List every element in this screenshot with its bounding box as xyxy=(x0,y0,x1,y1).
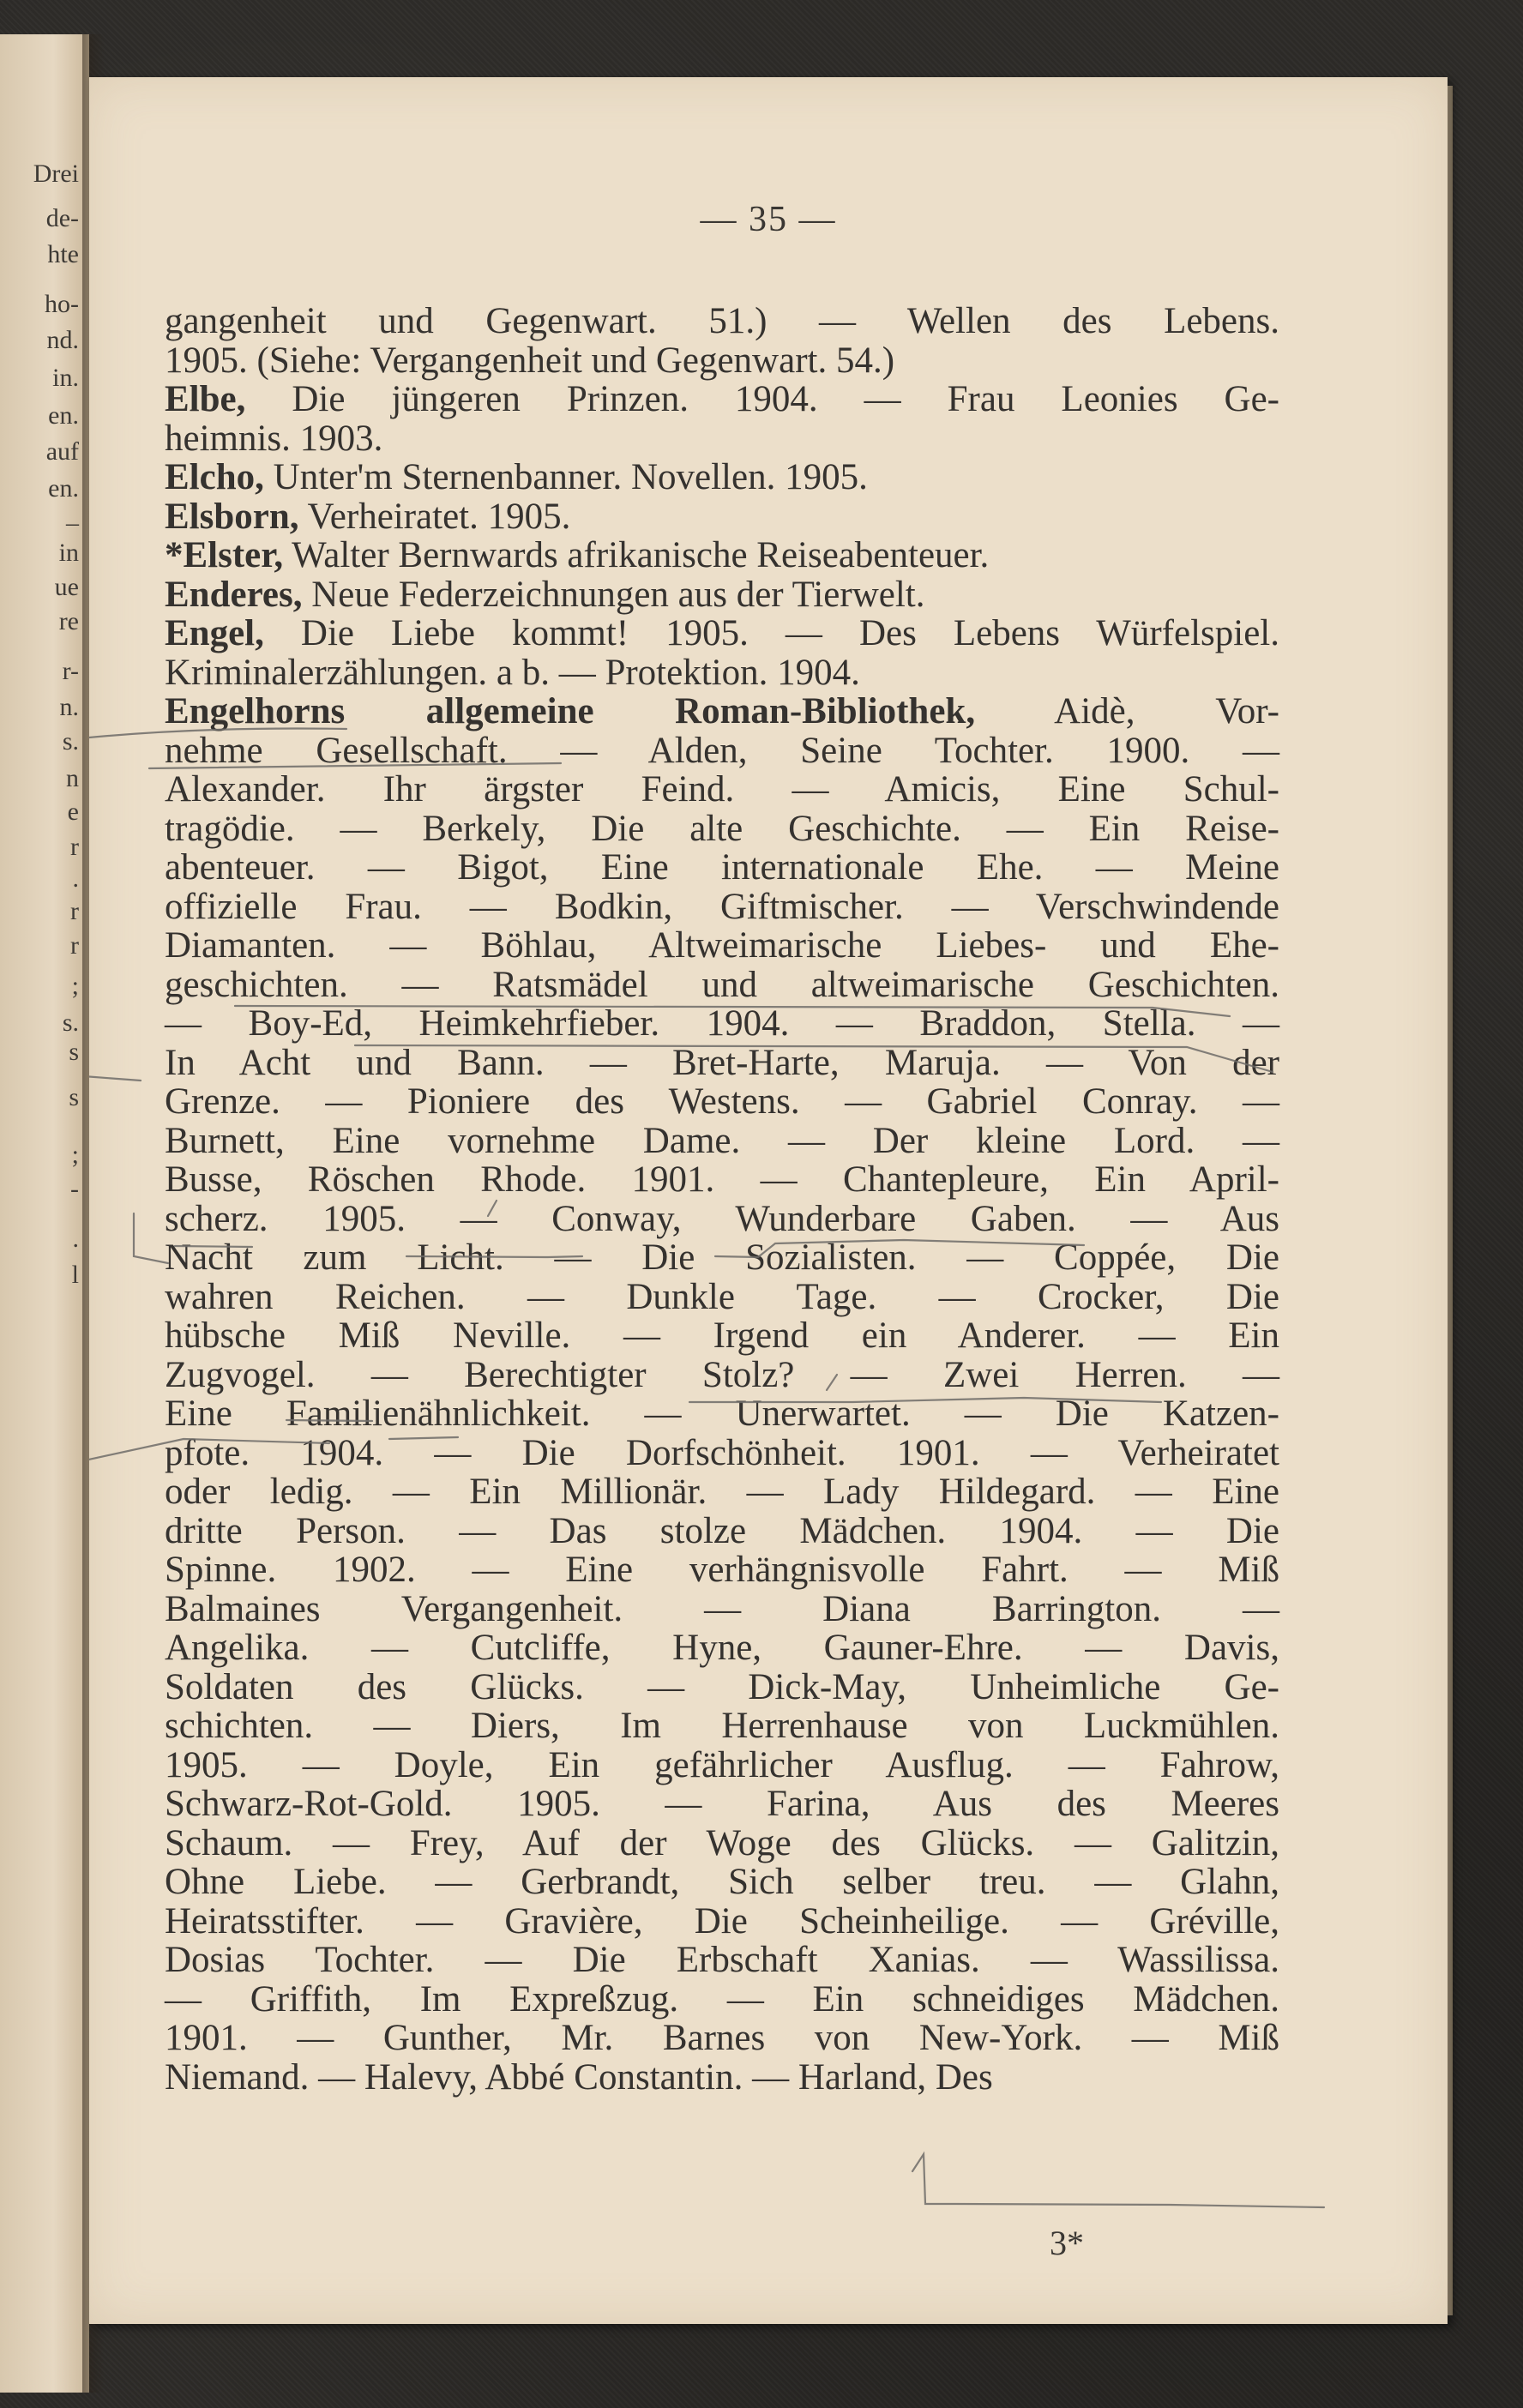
entry-text: Walter Bernwards afrikanische Reiseabenteuer. xyxy=(283,535,990,575)
left-page-fragment: - xyxy=(70,1175,79,1203)
text-line xyxy=(165,1746,1279,1785)
text-line xyxy=(165,1122,1279,1161)
catalog-text xyxy=(165,302,1279,2097)
text-line xyxy=(165,1278,1279,1317)
text-line xyxy=(165,1200,1279,1239)
text-line xyxy=(165,497,1279,537)
entry-text: Die Liebe kommt! 1905. — Des Lebens Würfelspiel. xyxy=(263,613,1279,653)
text-line xyxy=(165,1590,1279,1629)
entry-text: Busse, Röschen Rhode. 1901. — Chantepleure, Ein April- xyxy=(165,1159,1279,1200)
left-page-fragment: en. xyxy=(48,474,79,503)
text-line xyxy=(165,1941,1279,1980)
entry-author: *Elster, xyxy=(165,535,284,575)
text-line xyxy=(165,926,1279,966)
left-page-fragment: s xyxy=(69,1038,79,1066)
text-line xyxy=(165,1863,1279,1902)
entry-text: Kriminalerzählungen. a b. — Protektion. 1904. xyxy=(165,652,860,693)
entry-text: Nacht zum Licht. — Die Sozialisten. — Coppée, Die xyxy=(165,1237,1279,1278)
left-page-fragment: s. xyxy=(62,1008,79,1037)
text-line xyxy=(165,692,1279,731)
text-line xyxy=(165,536,1279,575)
left-page-fragment: hte xyxy=(47,240,79,268)
text-line xyxy=(165,1785,1279,1824)
entry-text: abenteuer. — Bigot, Eine internationale Ehe. — Meine xyxy=(165,847,1279,888)
entry-text: tragödie. — Berkely, Die alte Geschichte. — Ein Reise- xyxy=(165,808,1279,849)
text-line xyxy=(165,614,1279,653)
entry-text: Soldaten des Glücks. — Dick-May, Unheimliche Ge- xyxy=(165,1666,1279,1707)
entry-text: Unter'm Sternenbanner. Novellen. 1905. xyxy=(263,457,868,497)
entry-text: nehme Gesellschaft. — Alden, Seine Tochter. 1900. — xyxy=(165,730,1279,771)
entry-text: Balmaines Vergangenheit. — Diana Barrington. — xyxy=(165,1588,1279,1629)
entry-text: Alexander. Ihr ärgster Feind. — Amicis, Eine Schul- xyxy=(165,769,1279,810)
entry-text: Schwarz-Rot-Gold. 1905. — Farina, Aus des Meeres xyxy=(165,1784,1279,1824)
pencil-line xyxy=(134,1213,168,1263)
entry-author: Engelhorns allgemeine Roman-Bibliothek, xyxy=(165,691,976,731)
text-line xyxy=(165,419,1279,459)
text-line xyxy=(165,341,1279,381)
entry-text: Niemand. — Halevy, Abbé Constantin. — Harland, Des xyxy=(165,2056,993,2098)
text-line xyxy=(165,1628,1279,1668)
text-line xyxy=(165,1902,1279,1941)
entry-text: Neue Federzeichnungen aus der Tierwelt. xyxy=(302,574,925,615)
entry-text: schichten. — Diers, Im Herrenhause von Luckmühlen. xyxy=(165,1706,1279,1746)
entry-text: pfote. 1904. — Die Dorfschönheit. 1901. — Verheiratet xyxy=(165,1432,1279,1473)
entry-text: scherz. 1905. — Conway, Wunderbare Gaben. — Aus xyxy=(165,1198,1279,1239)
pencil-line xyxy=(89,1075,141,1081)
left-page-fragment: r xyxy=(70,931,79,960)
left-page-fragment: . xyxy=(72,864,79,893)
entry-text: dritte Person. — Das stolze Mädchen. 1904. — Die xyxy=(165,1510,1279,1551)
text-line xyxy=(165,770,1279,810)
entry-author: Enderes, xyxy=(165,574,303,615)
left-page-fragment: in xyxy=(58,539,79,567)
left-page-fragment: Drei xyxy=(33,160,79,188)
left-page-fragment: re xyxy=(58,607,79,635)
left-page-fragment: r xyxy=(70,897,79,925)
text-line xyxy=(165,458,1279,497)
entry-text: Aidè, Vor- xyxy=(975,691,1279,731)
entry-text: — Boy-Ed, Heimkehrfieber. 1904. — Braddon, Stella. — xyxy=(165,1003,1279,1044)
entry-text: geschichten. — Ratsmädel und altweimarische Geschichten. xyxy=(165,964,1279,1005)
entry-text: Eine Familienähnlichkeit. — Unerwartet. — Die Katzen- xyxy=(165,1394,1279,1434)
entry-text: offizielle Frau. — Bodkin, Giftmischer. — Verschwindende xyxy=(165,886,1279,927)
left-page-fragment: s. xyxy=(62,727,79,756)
left-page-fragment: auf xyxy=(45,437,79,466)
entry-author: Elbe, xyxy=(165,379,246,419)
left-page-fragment: ; xyxy=(71,1141,79,1169)
text-line xyxy=(165,1394,1279,1434)
left-page-fragment: de- xyxy=(45,204,79,232)
entry-text: Grenze. — Pioniere des Westens. — Gabriel Conray. — xyxy=(165,1081,1279,1122)
text-line xyxy=(165,1082,1279,1122)
text-line xyxy=(165,653,1279,693)
text-line xyxy=(165,848,1279,888)
entry-text: Burnett, Eine vornehme Dame. — Der kleine Lord. — xyxy=(165,1120,1279,1161)
entry-author: Engel, xyxy=(165,613,264,653)
left-page-fragment: en. xyxy=(48,401,79,430)
text-line xyxy=(165,1824,1279,1863)
entry-text: Zugvogel. — Berechtigter Stolz? — Zwei Herren. — xyxy=(165,1354,1279,1395)
entry-text: Diamanten. — Böhlau, Altweimarische Liebes- und Ehe- xyxy=(165,925,1279,966)
entry-text: Spinne. 1902. — Eine verhängnisvolle Fahrt. — Miß xyxy=(165,1550,1279,1590)
text-line xyxy=(165,810,1279,849)
entry-text: Die jüngeren Prinzen. 1904. — Frau Leonies Ge- xyxy=(245,379,1279,419)
entry-text: gangenheit und Gegenwart. 51.) — Wellen des Lebens. xyxy=(165,301,1279,341)
text-line xyxy=(165,1472,1279,1512)
entry-text: 1905. (Siehe: Vergangenheit und Gegenwart. 54.) xyxy=(165,340,895,381)
pencil-line xyxy=(912,2154,1324,2207)
text-line xyxy=(165,1707,1279,1746)
text-line xyxy=(165,1316,1279,1356)
left-page-fragment: – xyxy=(66,509,79,537)
entry-text: 1905. — Doyle, Ein gefährlicher Ausflug. — Fahrow, xyxy=(165,1744,1279,1785)
left-page-fragment: l xyxy=(71,1261,79,1289)
text-line xyxy=(165,888,1279,927)
entry-text: — Griffith, Im Expreßzug. — Ein schneidiges Mädchen. xyxy=(165,1978,1279,2020)
text-line xyxy=(165,302,1279,341)
text-line xyxy=(165,380,1279,419)
text-line xyxy=(165,1044,1279,1083)
entry-author: Elcho, xyxy=(165,457,264,497)
entry-text: Verheiratet. 1905. xyxy=(298,496,571,537)
text-line xyxy=(165,1238,1279,1278)
page-number: — 35 — xyxy=(700,200,837,239)
left-page-fragment: in. xyxy=(52,364,79,392)
entry-text: wahren Reichen. — Dunkle Tage. — Crocker, Die xyxy=(165,1276,1279,1317)
book-page xyxy=(89,77,1448,2324)
text-line xyxy=(165,731,1279,771)
entry-text: heimnis. 1903. xyxy=(165,418,383,459)
left-page-fragment: s xyxy=(69,1083,79,1111)
entry-text: In Acht und Bann. — Bret-Harte, Maruja. — Von der xyxy=(165,1042,1279,1083)
left-page-fragment: nd. xyxy=(46,326,79,354)
text-line xyxy=(165,1004,1279,1044)
left-page-fragment: r xyxy=(70,833,79,861)
entry-text: 1901. — Gunther, Mr. Barnes von New-York. — Miß xyxy=(165,2018,1279,2058)
text-line xyxy=(165,966,1279,1005)
entry-text: Dosias Tochter. — Die Erbschaft Xanias. — Wassilissa. xyxy=(165,1940,1279,1980)
text-line xyxy=(165,1980,1279,2020)
entry-text: Angelika. — Cutcliffe, Hyne, Gauner-Ehre. — Davis, xyxy=(165,1628,1279,1668)
left-page-fragment: n. xyxy=(59,693,79,721)
text-line xyxy=(165,1356,1279,1395)
text-line xyxy=(165,1668,1279,1707)
text-line xyxy=(165,575,1279,615)
entry-text: oder ledig. — Ein Millionär. — Lady Hildegard. — Eine xyxy=(165,1472,1279,1512)
left-page-fragment: . xyxy=(72,1225,79,1253)
entry-text: Ohne Liebe. — Gerbrandt, Sich selber treu. — Glahn, xyxy=(165,1862,1279,1902)
text-line xyxy=(165,1434,1279,1473)
signature-mark: 3* xyxy=(1050,2224,1084,2262)
left-page-fragment: ho- xyxy=(45,290,79,318)
entry-author: Elsborn, xyxy=(165,496,299,537)
left-page-fragment: ue xyxy=(54,573,79,601)
left-page-fragment: n xyxy=(66,764,79,792)
left-page-fragment: r- xyxy=(62,657,79,685)
entry-text: Heiratsstifter. — Gravière, Die Scheinheilige. — Gréville, xyxy=(165,1900,1279,1941)
text-line xyxy=(165,2058,1279,2098)
left-page-fragment: e xyxy=(67,798,79,826)
left-page-fragment: ; xyxy=(71,972,79,1000)
text-line xyxy=(165,1160,1279,1200)
entry-text: Schaum. — Frey, Auf der Woge des Glücks. — Galitzin, xyxy=(165,1822,1279,1863)
left-page-edge xyxy=(0,34,89,2393)
entry-text: hübsche Miß Neville. — Irgend ein Anderer. — Ein xyxy=(165,1315,1279,1356)
text-line xyxy=(165,1512,1279,1551)
text-line xyxy=(165,2019,1279,2058)
text-line xyxy=(165,1550,1279,1590)
